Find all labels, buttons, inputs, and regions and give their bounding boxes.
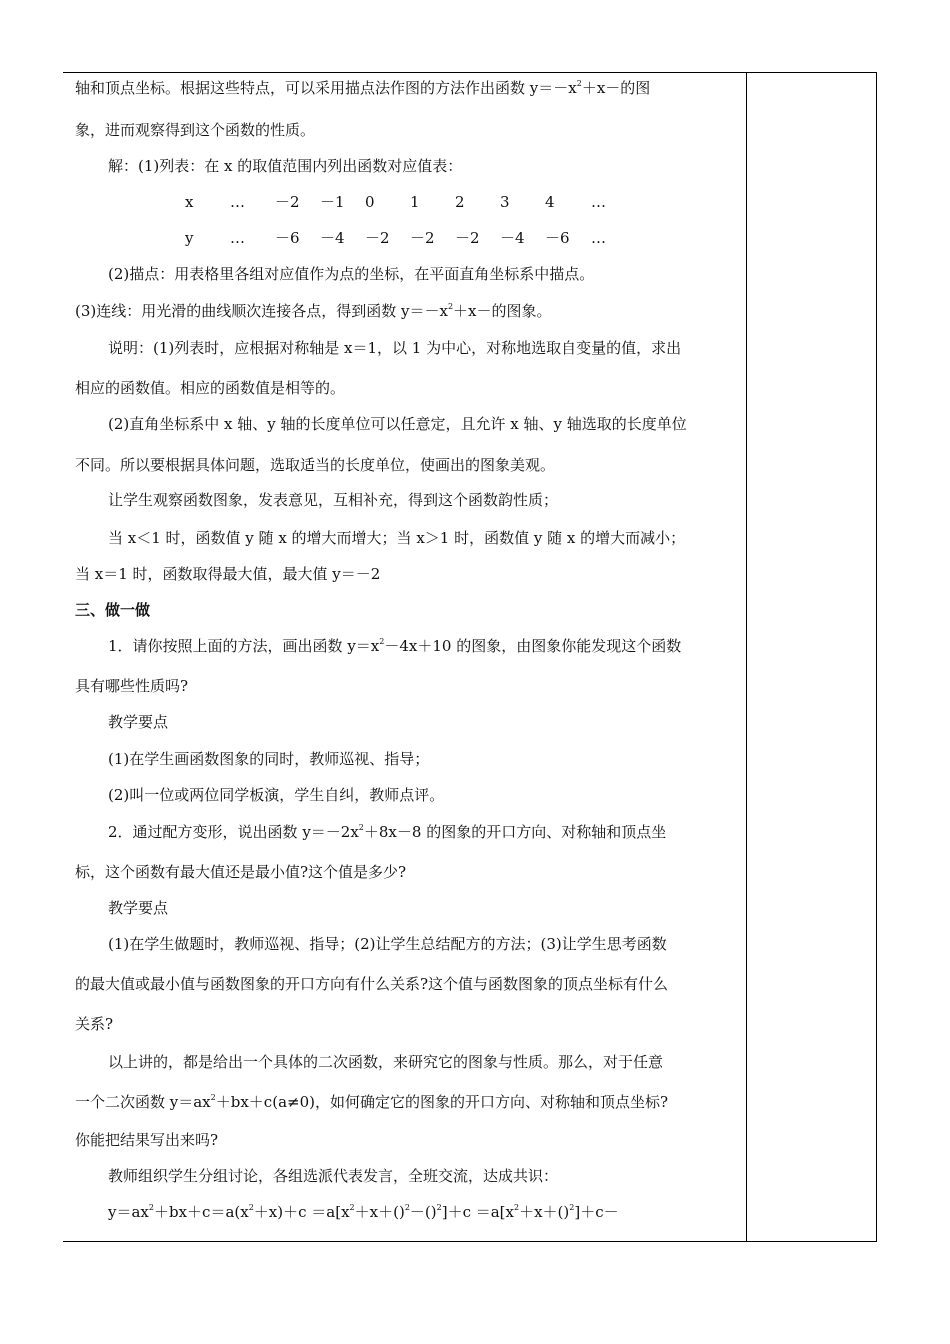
paragraph-line: 当 x＝1 时，函数取得最大值，最大值 y＝－2 [75, 565, 381, 583]
table-cell: －1 [320, 193, 345, 211]
table-cell: … [230, 193, 245, 211]
paragraph-line: (2)描点：用表格里各组对应值作为点的坐标，在平面直角坐标系中描点。 [108, 265, 595, 283]
paragraph-line: 不同。所以要根据具体问题，选取适当的长度单位，使画出的图象美观。 [75, 456, 556, 474]
paragraph-line: 标，这个函数有最大值还是最小值?这个值是多少? [75, 863, 407, 881]
paragraph-line: 1．请你按照上面的方法，画出函数 $y=x^2-4x+10$ 的图象，由图象你能发现这个函数 [108, 637, 682, 655]
section-heading: 三、做一做 [75, 601, 151, 619]
table-cell: … [591, 229, 606, 247]
paragraph-line: 关系? [75, 1015, 114, 1033]
paragraph-line: 轴和顶点坐标。根据这些特点，可以采用描点法作图的方法作出函数 $y=-x^2+x-$的图 [75, 79, 651, 97]
table-cell: －2 [365, 229, 390, 247]
formula-line: $y=ax^2+bx+c=a(x^2+x)+c =a[x^2+x+()^2-()^2]+c =a[x^2+x+()^2]+c-$ [108, 1203, 619, 1221]
paragraph-line: 2．通过配方变形，说出函数 $y=-2x^2+8x-8$ 的图象的开口方向、对称轴和顶点坐 [108, 823, 667, 841]
paragraph-line: 教学要点 [108, 899, 169, 917]
table-cell: y [185, 229, 194, 247]
table-cell: －6 [545, 229, 570, 247]
paragraph-line: (2)直角坐标系中 x 轴、y 轴的长度单位可以任意定，且允许 x 轴、y 轴选取的长度单位 [108, 415, 687, 433]
table-cell: 0 [365, 193, 375, 211]
top-rule [63, 72, 877, 73]
paragraph-line: 教师组织学生分组讨论，各组选派代表发言，全班交流，达成共识： [108, 1167, 559, 1185]
paragraph-line: 具有哪些性质吗? [75, 677, 189, 695]
right-border [876, 72, 877, 1242]
table-cell: … [230, 229, 245, 247]
paragraph-line: (2)叫一位或两位同学板演，学生自纠，教师点评。 [108, 786, 445, 804]
paragraph-line: 解：(1)列表：在 x 的取值范围内列出函数对应值表： [108, 157, 463, 175]
table-cell: 2 [455, 193, 465, 211]
paragraph-line: 说明：(1)列表时，应根据对称轴是 x＝1，以 1 为中心，对称地选取自变量的值，求出 [108, 339, 682, 357]
table-cell: －2 [410, 229, 435, 247]
table-cell: 3 [500, 193, 510, 211]
table-cell: … [591, 193, 606, 211]
table-cell: －2 [455, 229, 480, 247]
bottom-rule [63, 1241, 877, 1242]
paragraph-line: 的最大值或最小值与函数图象的开口方向有什么关系?这个值与函数图象的顶点坐标有什么 [75, 975, 669, 993]
table-cell: －4 [320, 229, 345, 247]
table-cell: x [185, 193, 194, 211]
table-cell: －6 [275, 229, 300, 247]
paragraph-line: (3)连线：用光滑的曲线顺次连接各点，得到函数 $y=-x^2+x-$的图象。 [75, 302, 552, 320]
paragraph-line: 教学要点 [108, 713, 169, 731]
table-cell: 4 [545, 193, 555, 211]
paragraph-line: 相应的函数值。相应的函数值是相等的。 [75, 379, 346, 397]
column-divider [746, 72, 747, 1242]
table-cell: －4 [500, 229, 525, 247]
paragraph-line: 让学生观察函数图象，发表意见，互相补充，得到这个函数韵性质； [108, 491, 559, 509]
paragraph-line: 你能把结果写出来吗? [75, 1131, 219, 1149]
paragraph-line: (1)在学生做题时，教师巡视、指导；(2)让学生总结配方的方法；(3)让学生思考函数 [108, 935, 667, 953]
paragraph-line: 当 x＜1 时，函数值 y 随 x 的增大而增大；当 x＞1 时，函数值 y 随 x 的增大而减小； [108, 529, 686, 547]
paragraph-line: (1)在学生画函数图象的同时，教师巡视、指导； [108, 750, 430, 768]
table-cell: －2 [275, 193, 300, 211]
paragraph-line: 一个二次函数 $y=ax^2+bx+c(a\ne 0)$，如何确定它的图象的开口方向、对称轴和顶点坐标? [75, 1093, 669, 1111]
paragraph-line: 以上讲的，都是给出一个具体的二次函数，来研究它的图象与性质。那么，对于任意 [108, 1053, 664, 1071]
table-cell: 1 [410, 193, 420, 211]
paragraph-line: 象，进而观察得到这个函数的性质。 [75, 121, 316, 139]
